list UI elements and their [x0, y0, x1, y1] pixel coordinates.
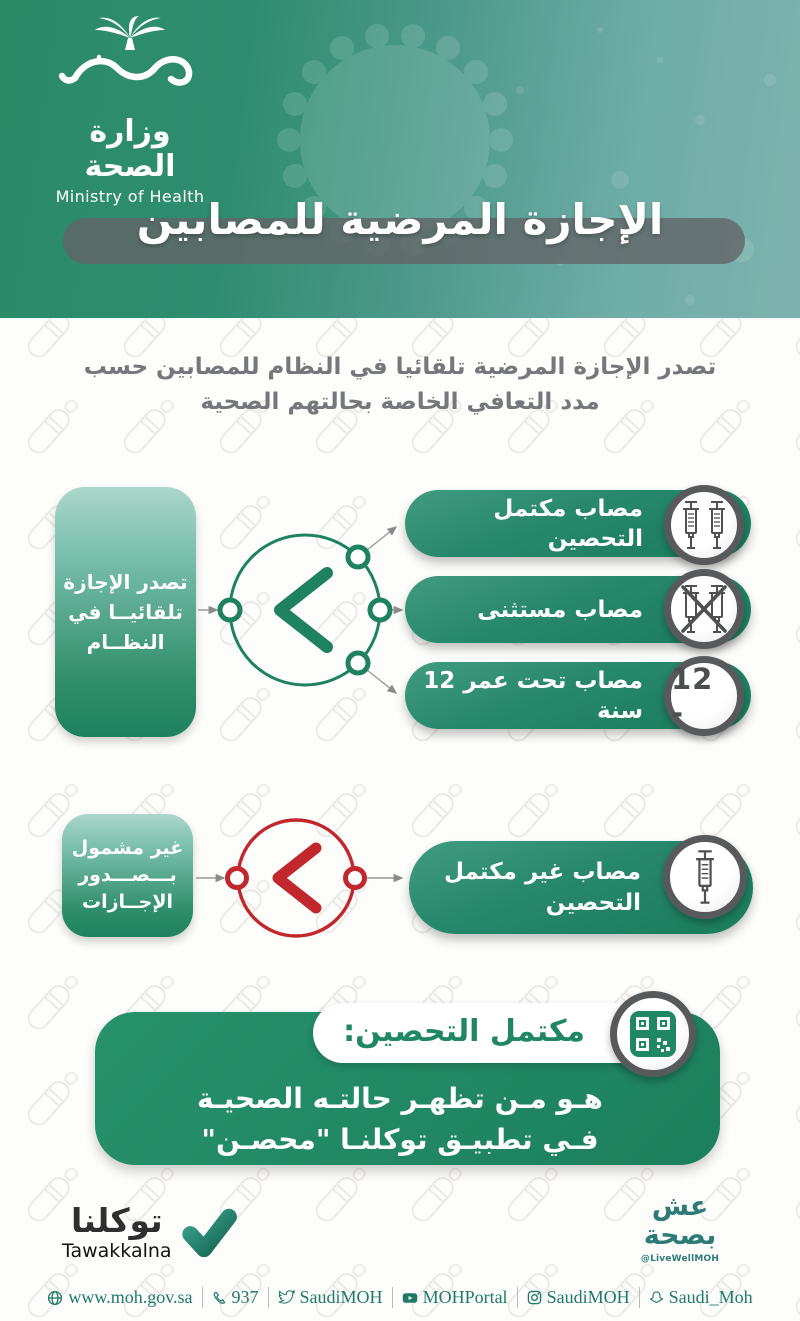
excluded-box-line: غير مشمول	[71, 837, 184, 859]
instagram-icon	[527, 1290, 542, 1305]
definition-line-1: هـو مـن تظهـر حالتـه الصحيـة	[197, 1082, 603, 1115]
excluded-box-line: بـــصـــدور	[78, 864, 177, 886]
under-12-badge	[664, 656, 744, 736]
tawakkalna-check-icon	[178, 1202, 240, 1264]
contact-phone[interactable]: 937	[202, 1287, 268, 1308]
tawakkalna-logo	[62, 1202, 240, 1264]
contact-youtube[interactable]: MOHPortal	[392, 1287, 517, 1308]
livewell-arabic-bottom: بصحة	[643, 1220, 717, 1251]
contact-snapchat[interactable]: Saudi_Moh	[639, 1287, 762, 1308]
pill-label	[423, 857, 641, 919]
definition-text	[120, 1078, 680, 1160]
pill-label: مصاب مستثنى	[477, 596, 643, 623]
globe-icon	[47, 1290, 63, 1306]
contact-website[interactable]: www.moh.gov.sa	[38, 1287, 201, 1308]
intro-line-2: مدد التعافي الخاصة بحالتهم الصحية	[200, 389, 600, 415]
page-title: الإجازة المرضية للمصابين	[136, 195, 664, 244]
youtube-icon	[402, 1291, 418, 1305]
moh-palm-emblem-icon	[55, 16, 205, 108]
moh-logo-arabic: وزارة الصحة	[84, 114, 176, 184]
pill-label: مصاب تحت عمر 12 سنة	[423, 667, 643, 724]
header-banner	[0, 0, 800, 318]
auto-issue-box-line: تصدر الإجازة	[63, 570, 188, 594]
auto-issue-box-line: النظــام	[86, 630, 165, 654]
livewell-arabic-top: عش	[651, 1191, 709, 1222]
excluded-box-line: الإجــازات	[81, 891, 174, 913]
twitter-icon	[278, 1290, 295, 1305]
auto-issue-box-line: تلقائيــا في	[68, 600, 183, 624]
intro-line-1: تصدر الإجازة المرضية تلقائيا في النظام للمصابين حسب	[83, 354, 717, 380]
crossed-syringes-icon	[664, 569, 744, 649]
definition-heading: مكتمل التحصين:	[313, 1003, 663, 1063]
pill-label: مصاب مكتمل التحصين	[493, 495, 643, 552]
double-syringe-icon	[664, 485, 744, 565]
tawakkalna-english: Tawakkalna	[62, 1240, 172, 1262]
contact-instagram[interactable]: SaudiMOH	[517, 1287, 639, 1308]
auto-issue-box	[55, 487, 196, 737]
pill-label-line: التحصين	[545, 889, 641, 916]
snapchat-icon	[649, 1290, 664, 1305]
moh-logo	[40, 16, 220, 206]
single-syringe-icon	[663, 835, 747, 919]
contact-bar	[0, 1287, 800, 1308]
excluded-box	[62, 814, 193, 937]
under-12-text: 12 -	[671, 662, 714, 730]
livewell-logo	[640, 1192, 720, 1264]
pill-label-line: مصاب غير مكتمل	[443, 858, 641, 885]
intro-text	[40, 350, 760, 420]
contact-twitter[interactable]: SaudiMOH	[268, 1287, 392, 1308]
livewell-handle: @LiveWellMOH	[640, 1254, 720, 1264]
tawakkalna-arabic: توكلنا	[70, 1201, 163, 1240]
definition-line-2: فـي تطبيـق توكلنـا "محصـن"	[201, 1123, 599, 1156]
moh-logo-english: Ministry of Health	[55, 187, 205, 206]
qr-code-icon	[610, 991, 696, 1077]
phone-icon	[212, 1290, 227, 1305]
